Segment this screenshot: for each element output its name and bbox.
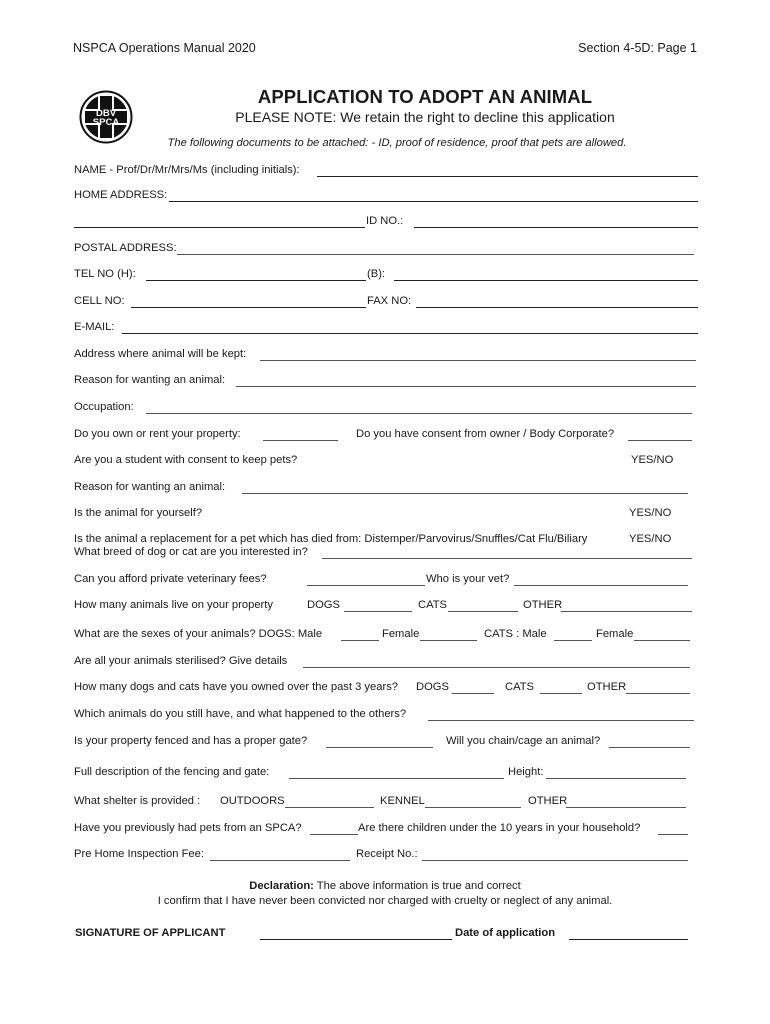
label-children: Are there children under the 10 years in your household? xyxy=(358,822,641,834)
label-dogs: DOGS xyxy=(307,599,340,611)
header-section-page: Section 4-5D: Page 1 xyxy=(578,41,697,55)
past-cats-field[interactable] xyxy=(540,693,582,694)
fencing-desc-field[interactable] xyxy=(289,778,504,779)
label-signature: SIGNATURE OF APPLICANT xyxy=(75,927,226,939)
label-fencing-desc: Full description of the fencing and gate: xyxy=(74,766,270,778)
label-cats-male: CATS : Male xyxy=(484,628,547,640)
row-postal xyxy=(74,242,698,257)
label-sexes: What are the sexes of your animals? DOGS: Male xyxy=(74,628,323,640)
documents-note: The following documents to be attached: - ID, proof of residence, proof that pets are allowed. xyxy=(167,137,627,149)
label-postal-address: POSTAL ADDRESS: xyxy=(74,242,177,254)
how-many-cats-field[interactable] xyxy=(448,611,518,612)
row-inspection xyxy=(74,848,698,863)
label-cell: CELL NO: xyxy=(74,295,125,307)
label-replacement: Is the animal a replacement for a pet which has died from: Distemper/Parvovirus/Snuffles/Cat Flu/Biliary xyxy=(74,533,588,545)
id-no-field[interactable] xyxy=(414,227,698,228)
label-cats-female: Female xyxy=(596,628,634,640)
label-tel-b: (B): xyxy=(367,268,386,280)
receipt-field[interactable] xyxy=(422,860,688,861)
label-chain: Will you chain/cage an animal? xyxy=(446,735,601,747)
label-prev-spca: Have you previously had pets from an SPCA? xyxy=(74,822,302,834)
cats-female-field[interactable] xyxy=(634,640,690,641)
declaration xyxy=(0,880,770,892)
animal-address-field[interactable] xyxy=(260,360,696,361)
fenced-field[interactable] xyxy=(326,747,433,748)
row-home-address-2 xyxy=(74,215,698,230)
label-animal-address: Address where animal will be kept: xyxy=(74,348,247,360)
still-have-field[interactable] xyxy=(428,720,694,721)
label-email: E-MAIL: xyxy=(74,321,115,333)
student-yes-no[interactable]: YES/NO xyxy=(631,454,674,466)
label-how-many: How many animals live on your property xyxy=(74,599,273,611)
form-title: APPLICATION TO ADOPT AN ANIMAL xyxy=(257,86,593,107)
declaration-label: Declaration: xyxy=(249,880,314,892)
chain-field[interactable] xyxy=(609,747,690,748)
breed-field[interactable] xyxy=(322,558,692,559)
label-receipt: Receipt No.: xyxy=(356,848,418,860)
row-past-3-years xyxy=(74,681,698,696)
label-dogs-female: Female xyxy=(382,628,420,640)
children-field[interactable] xyxy=(658,834,688,835)
inspection-fee-field[interactable] xyxy=(210,860,350,861)
who-vet-field[interactable] xyxy=(514,585,688,586)
consent-owner-field[interactable] xyxy=(628,440,692,441)
label-past-3-years: How many dogs and cats have you owned over the past 3 years? xyxy=(74,681,399,693)
label-height: Height: xyxy=(508,766,544,778)
label-own-rent: Do you own or rent your property: xyxy=(74,428,241,440)
row-sterilised xyxy=(74,655,698,670)
label-vet-fees: Can you afford private veterinary fees? xyxy=(74,573,267,585)
row-reason-1 xyxy=(74,374,698,389)
label-reason-1: Reason for wanting an animal: xyxy=(74,374,226,386)
prev-spca-field[interactable] xyxy=(310,834,358,835)
email-field[interactable] xyxy=(122,333,698,334)
logo-text-dbv: DBV xyxy=(95,108,117,119)
label-consent-owner: Do you have consent from owner / Body Corporate? xyxy=(356,428,615,440)
label-sterilised: Are all your animals sterilised? Give details xyxy=(74,655,288,667)
reason-2-field[interactable] xyxy=(242,493,688,494)
label-shelter-other: OTHER xyxy=(528,795,568,807)
label-breed: What breed of dog or cat are you interested in? xyxy=(74,546,308,558)
row-how-many xyxy=(74,599,698,614)
label-other: OTHER xyxy=(523,599,563,611)
tel-h-field[interactable] xyxy=(146,280,366,281)
dogs-female-field[interactable] xyxy=(420,640,477,641)
declaration-text: The above information is true and correct xyxy=(313,880,521,892)
row-sexes xyxy=(74,628,698,643)
how-many-other-field[interactable] xyxy=(561,611,692,612)
row-cell-fax xyxy=(74,295,698,310)
shelter-other-field[interactable] xyxy=(566,807,686,808)
row-shelter xyxy=(74,795,698,810)
label-date-of-application: Date of application xyxy=(455,927,556,939)
row-student xyxy=(74,454,698,469)
height-field[interactable] xyxy=(546,778,686,779)
label-inspection-fee: Pre Home Inspection Fee: xyxy=(74,848,204,860)
row-prev-spca xyxy=(74,822,698,837)
label-still-have: Which animals do you still have, and what happened to the others? xyxy=(74,708,407,720)
sterilised-field[interactable] xyxy=(303,667,690,668)
label-who-vet: Who is your vet? xyxy=(426,573,510,585)
row-name xyxy=(74,164,698,179)
fax-field[interactable] xyxy=(416,307,698,308)
signature-field[interactable] xyxy=(260,939,452,940)
replacement-yes-no[interactable]: YES/NO xyxy=(629,533,672,545)
row-occupation xyxy=(74,401,698,416)
label-reason-2: Reason for wanting an animal: xyxy=(74,481,226,493)
name-field[interactable] xyxy=(317,176,698,177)
label-shelter: What shelter is provided : xyxy=(74,795,201,807)
label-name: NAME - Prof/Dr/Mr/Mrs/Ms (including initials): xyxy=(74,164,300,176)
cats-male-field[interactable] xyxy=(554,640,592,641)
row-fencing xyxy=(74,766,698,781)
label-past-dogs: DOGS xyxy=(416,681,449,693)
home-address-line2-field[interactable] xyxy=(74,227,365,228)
label-occupation: Occupation: xyxy=(74,401,134,413)
past-dogs-field[interactable] xyxy=(452,693,494,694)
reason-1-field[interactable] xyxy=(236,386,696,387)
row-reason-2 xyxy=(74,481,698,496)
row-own-rent xyxy=(74,428,698,443)
label-kennel: KENNEL xyxy=(380,795,425,807)
label-past-cats: CATS xyxy=(505,681,535,693)
label-fax: FAX NO: xyxy=(367,295,412,307)
kennel-field[interactable] xyxy=(425,807,521,808)
postal-address-field[interactable] xyxy=(177,254,694,255)
row-fenced xyxy=(74,735,698,750)
outdoors-field[interactable] xyxy=(285,807,374,808)
label-student: Are you a student with consent to keep pets? xyxy=(74,454,298,466)
for-yourself-yes-no[interactable]: YES/NO xyxy=(629,507,672,519)
row-home-address xyxy=(74,189,698,204)
how-many-dogs-field[interactable] xyxy=(344,611,412,612)
label-id-no: ID NO.: xyxy=(366,215,404,227)
declaration-confirm: I confirm that I have never been convicted nor charged with cruelty or neglect of any animal. xyxy=(157,895,613,907)
dogs-male-field[interactable] xyxy=(341,640,379,641)
label-cats: CATS xyxy=(418,599,448,611)
cell-field[interactable] xyxy=(131,307,366,308)
decline-note: PLEASE NOTE: We retain the right to decline this application xyxy=(235,109,615,125)
label-tel-h: TEL NO (H): xyxy=(74,268,136,280)
logo-text-spca: SPCA xyxy=(92,117,120,128)
occupation-field[interactable] xyxy=(146,413,692,414)
tel-b-field[interactable] xyxy=(394,280,698,281)
row-still-have xyxy=(74,708,698,723)
label-for-yourself: Is the animal for yourself? xyxy=(74,507,203,519)
row-email xyxy=(74,321,698,336)
row-animal-address xyxy=(74,348,698,363)
label-outdoors: OUTDOORS xyxy=(220,795,285,807)
label-past-other: OTHER xyxy=(587,681,627,693)
past-other-field[interactable] xyxy=(626,693,690,694)
date-of-application-field[interactable] xyxy=(569,939,688,940)
row-for-yourself xyxy=(74,507,698,522)
own-rent-field[interactable] xyxy=(263,440,338,441)
row-tel xyxy=(74,268,698,283)
home-address-field[interactable] xyxy=(169,201,698,202)
vet-fees-field[interactable] xyxy=(307,585,425,586)
label-home-address: HOME ADDRESS: xyxy=(74,189,168,201)
row-vet-fees xyxy=(74,573,698,588)
header-manual-title: NSPCA Operations Manual 2020 xyxy=(73,41,256,55)
row-breed xyxy=(74,546,698,561)
label-fenced: Is your property fenced and has a proper gate? xyxy=(74,735,308,747)
